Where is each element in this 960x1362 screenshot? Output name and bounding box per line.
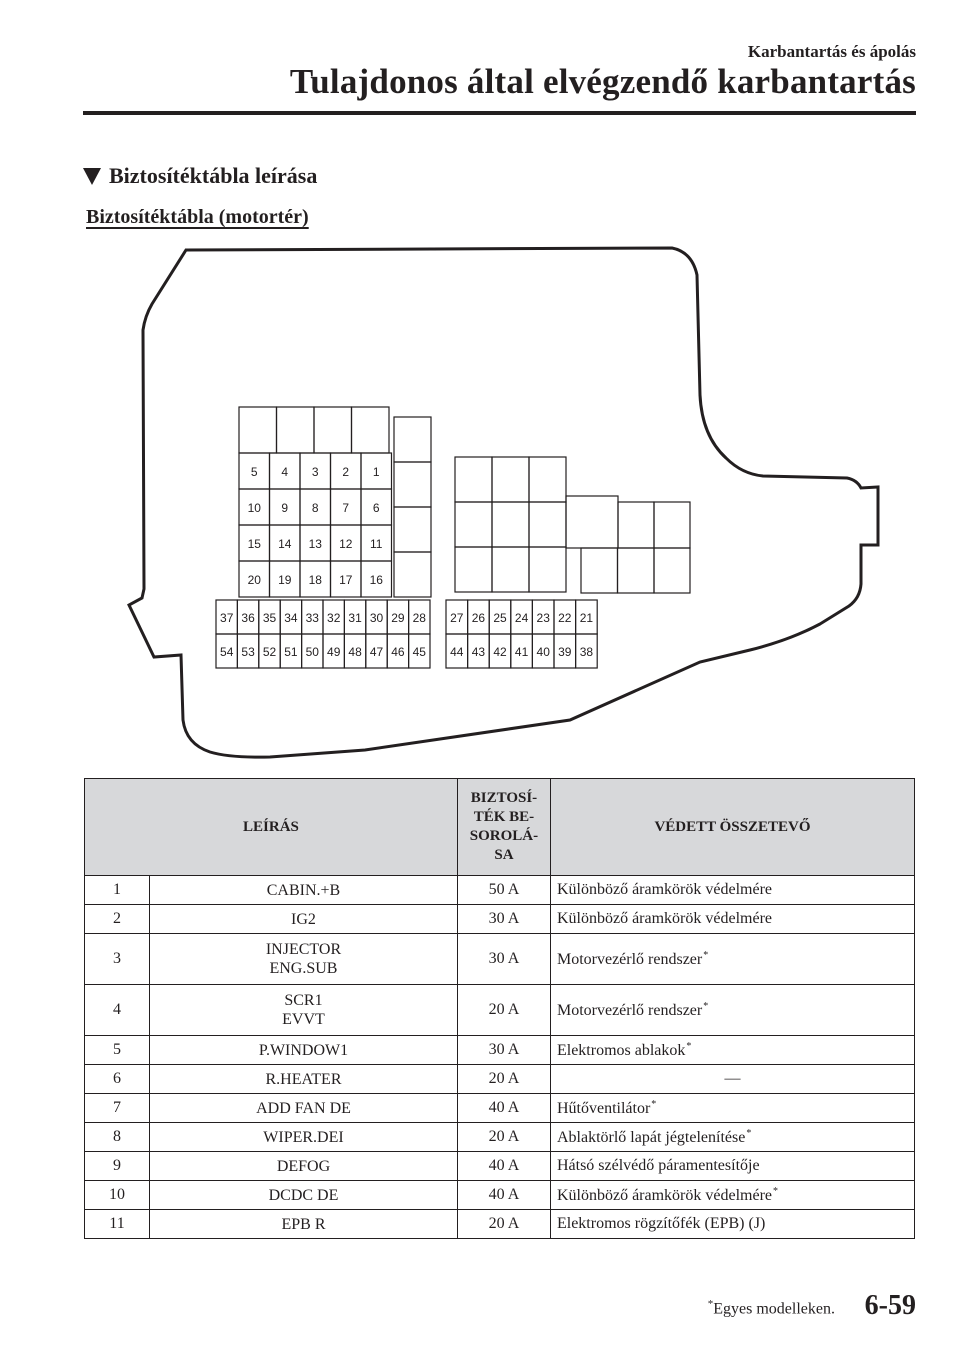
fuse-number-label: 34 [284,611,298,625]
fuse-rating-cell: 30 A [457,905,550,934]
fuse-description-cell [150,905,458,934]
header-description: LEÍRÁS [85,779,458,876]
fuse-description-cell [150,1210,458,1239]
fuse-number-label: 39 [558,645,572,659]
relay-slot [566,496,618,548]
fuse-description-cell [150,1094,458,1123]
fuse-rating-cell: 30 A [457,1036,550,1065]
fuse-number-label: 33 [305,611,319,625]
protected-component-text: Elektromos rögzítőfék (EPB) (J) [556,1215,766,1232]
table-row [85,1181,915,1210]
fuse-number-label: 45 [412,645,426,659]
footnote-marker: * [686,1040,692,1052]
relay-slot [352,407,390,453]
fuse-number-label: 12 [339,537,353,551]
protected-component-text: ― [724,1070,741,1087]
relay-slot [394,552,431,597]
fuse-number-label: 20 [247,573,261,587]
fuse-number-label: 17 [339,573,353,587]
footnote-text: Egyes modelleken. [713,1300,835,1318]
protected-component-text: Motorvezérlő rendszer [556,1001,703,1019]
fuse-description-line: INJECTOR [265,941,342,958]
fuse-number-label: 38 [579,645,594,659]
fuse-description-line: P.WINDOW1 [258,1041,349,1059]
header-rating-line: SOROLÁ- [469,828,539,844]
fuse-description-line: EPB R [281,1215,326,1233]
fuse-number-cell: 7 [85,1094,150,1123]
relay-slot [492,502,529,547]
fuse-number-label: 50 [305,645,319,659]
fuse-number-label: 43 [471,645,486,659]
fuse-description-line: SCR1 [284,992,323,1009]
table-row [85,1094,915,1123]
table-row [85,1065,915,1094]
fuse-labels-group [220,465,593,659]
section-heading-text: Biztosítéktábla leírása [109,163,318,188]
relay-slot [492,547,529,592]
table-row [85,1152,915,1181]
fuse-number-cell: 1 [85,876,150,905]
fuse-description-cell [150,934,458,985]
relay-slot [529,502,566,547]
fuse-number-cell: 5 [85,1036,150,1065]
fuse-description-line: DEFOG [276,1157,331,1175]
fuse-number-label: 41 [514,645,529,659]
relay-slot [455,457,492,502]
fuse-rating-cell: 50 A [457,876,550,905]
fuse-number-label: 44 [450,645,464,659]
fuse-number-label: 52 [262,645,277,659]
fuse-description-cell [150,1065,458,1094]
fuse-number-label: 23 [536,611,550,625]
fuse-table-body [85,876,915,1239]
fuse-number-cell: 8 [85,1123,150,1152]
relay-slot [529,457,566,502]
protected-component-cell [550,1152,914,1181]
subsection-heading: Biztosítéktábla (motortér) [86,206,309,228]
fuse-number-cell: 2 [85,905,150,934]
table-row [85,985,915,1036]
fuse-number-label: 54 [220,645,234,659]
fuse-description-cell [150,1123,458,1152]
fuse-number-label: 5 [250,465,258,479]
fuse-number-label: 18 [308,573,322,587]
footnote-marker: * [651,1098,657,1110]
fuse-number-label: 27 [450,611,464,625]
protected-component-text: Elektromos ablakok [556,1041,686,1059]
fuse-rating-cell: 20 A [457,1065,550,1094]
fuse-number-label: 25 [493,611,507,625]
header-rating-line: BIZTOSÍ- [470,790,538,806]
fuse-rating-cell: 20 A [457,1210,550,1239]
relay-slot [654,548,690,593]
fuse-description-line: ADD FAN DE [256,1099,351,1117]
protected-component-cell [550,1123,914,1152]
fuse-number-label: 31 [348,611,362,625]
fuse-number-label: 46 [391,645,405,659]
fuse-number-label: 11 [370,537,383,551]
relay-slot [239,407,277,453]
fuse-description-line: WIPER.DEI [263,1128,344,1146]
table-row [85,1123,915,1152]
relay-slot [581,548,618,593]
fuse-number-label: 30 [369,611,384,625]
protected-component-text: Különböző áramkörök védelmére [556,910,772,927]
relay-slot [455,502,492,547]
fuse-description-cell [150,876,458,905]
fuse-number-label: 4 [281,465,289,479]
relay-slot [654,502,690,548]
fuse-number-label: 15 [247,537,261,551]
fuse-number-label: 49 [327,645,341,659]
fuse-number-label: 32 [327,611,341,625]
relay-slot [277,407,315,453]
table-row [85,1036,915,1065]
footnote-marker: * [703,949,709,961]
footnote-marker: * [773,1185,778,1197]
relay-slot [492,457,529,502]
fuse-number-label: 22 [558,611,572,625]
fuse-number-label: 24 [514,611,529,625]
fuse-number-label: 7 [342,501,350,515]
page-number: 6-59 [864,1290,916,1321]
fuse-number-label: 1 [372,465,380,479]
relay-slot [455,547,492,592]
table-row [85,934,915,985]
fuse-number-label: 19 [278,573,292,587]
footnote-marker: * [703,1000,709,1012]
fuse-number-label: 3 [311,465,319,479]
fuse-number-label: 53 [241,645,255,659]
relay-slot [394,462,431,507]
header-rating [457,779,550,876]
relay-slot [618,502,654,548]
fuse-number-label: 6 [372,501,380,515]
protected-component-cell [550,1065,914,1094]
fuse-description-line: ENG.SUB [269,960,338,977]
relay-slot [314,407,352,453]
fuse-rating-cell: 40 A [457,1181,550,1210]
header-rating-line: SA [494,847,514,863]
fuse-number-label: 8 [311,501,319,515]
fuse-rating-cell: 20 A [457,1123,550,1152]
fuse-description-cell [150,1181,458,1210]
fuse-number-cell: 3 [85,934,150,985]
fuse-rating-cell: 30 A [457,934,550,985]
fuse-description-cell [150,1036,458,1065]
protected-component-cell [550,985,914,1036]
fuse-description-cell [150,1152,458,1181]
table-row [85,1210,915,1239]
fuse-number-label: 14 [278,537,292,551]
protected-component-cell [550,1181,914,1210]
fuse-number-label: 10 [247,501,261,515]
footnote-star: * [707,1298,714,1310]
header-rating-line: TÉK BE- [473,809,535,825]
fuse-number-label: 48 [348,645,362,659]
fuse-number-label: 36 [241,611,255,625]
fuse-rating-cell: 20 A [457,985,550,1036]
protected-component-text: Motorvezérlő rendszer [556,950,703,968]
fuse-number-label: 42 [493,645,507,659]
protected-component-cell [550,1210,914,1239]
protected-component-text: Ablaktörlő lapát jégtelenítése [556,1128,746,1146]
fuse-number-cell: 9 [85,1152,150,1181]
fuse-number-label: 40 [536,645,550,659]
fuse-number-label: 26 [471,611,486,625]
relay-slot [618,548,655,593]
fuse-number-label: 16 [369,573,383,587]
header-component: VÉDETT ÖSSZETEVŐ [550,779,914,876]
fuse-description-cell [150,985,458,1036]
protected-component-cell [550,905,914,934]
table-row [85,905,915,934]
fuse-description-line: R.HEATER [265,1070,342,1088]
fuse-number-label: 28 [412,611,426,625]
relay-slot [394,507,431,552]
fuse-description-line: EVVT [282,1011,325,1028]
fuse-table [84,778,915,1239]
protected-component-text: Hűtőventilátor [556,1099,651,1117]
fuse-number-cell: 10 [85,1181,150,1210]
page-title: Tulajdonos által elvégzendő karbantartás [289,62,916,101]
fuse-number-label: 37 [220,611,234,625]
fuse-number-label: 51 [284,645,298,659]
table-row [85,876,915,905]
protected-component-cell [550,1036,914,1065]
fuse-number-label: 29 [391,611,405,625]
fuse-number-label: 2 [342,465,350,479]
fuse-number-label: 21 [579,611,594,625]
fuse-number-label: 9 [281,501,289,515]
fuse-number-cell: 6 [85,1065,150,1094]
fuse-number-label: 35 [262,611,277,625]
protected-component-cell [550,934,914,985]
fuse-number-label: 47 [369,645,384,659]
protected-component-cell [550,1094,914,1123]
fuse-description-line: DCDC DE [268,1186,339,1204]
fuse-number-cell: 11 [85,1210,150,1239]
fuse-rating-cell: 40 A [457,1152,550,1181]
fuse-description-line: CABIN.+B [266,881,341,899]
protected-component-text: Különböző áramkörök védelmére [556,1186,772,1204]
fuse-description-line: IG2 [291,910,316,928]
protected-component-text: Különböző áramkörök védelmére [556,881,772,898]
fuse-rating-cell: 40 A [457,1094,550,1123]
fuse-number-cell: 4 [85,985,150,1036]
header-section-title: Karbantartás és ápolás [747,42,916,61]
footnote [708,1298,835,1318]
protected-component-cell [550,876,914,905]
relay-slot [394,417,431,462]
fuse-table-header [85,779,915,876]
fuse-number-label: 13 [308,537,322,551]
relay-slot [529,547,566,592]
footnote-marker: * [746,1127,752,1139]
protected-component-text: Hátsó szélvédő páramentesítője [556,1157,760,1174]
